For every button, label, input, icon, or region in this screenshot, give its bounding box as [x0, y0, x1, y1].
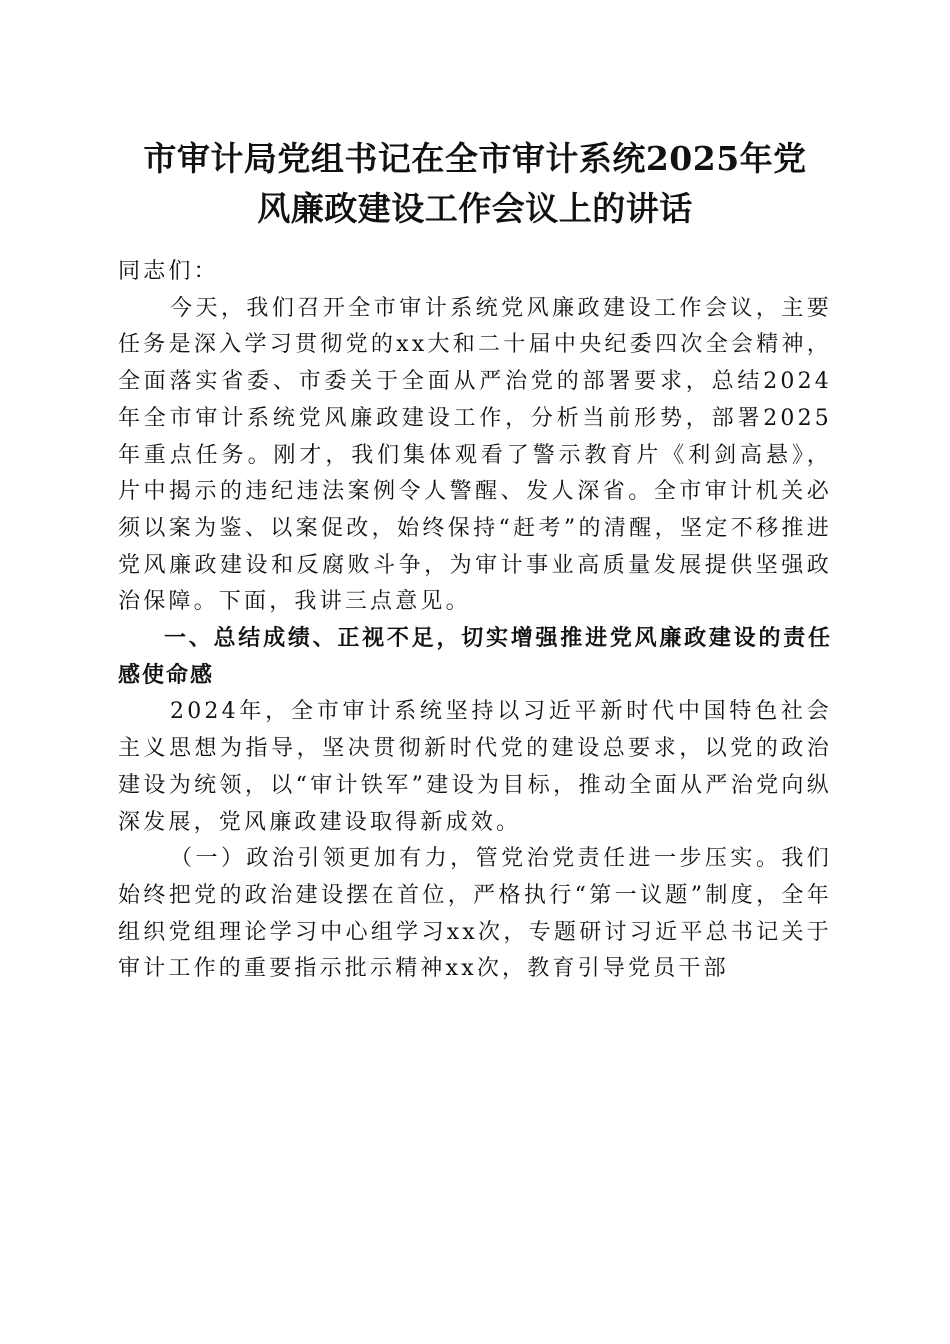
title-line-1: 市审计局党组书记在全市审计系统2025年党: [143, 139, 807, 178]
document-title: [108, 134, 842, 234]
paragraph-intro: 今天，我们召开全市审计系统党风廉政建设工作会议，主要任务是深入学习贯彻党的xx大和二十届中央纪委四次全会精神，全面落实省委、市委关于全面从严治党的部署要求，总结2024年全市审计系统党风廉政建设工作，分析当前形势，部署2025年重点任务。刚才，我们集体观看了警示教育片《利剑高悬》，片中揭示的违纪违法案例令人警醒、发人深省。全市审计机关必须以案为鉴、以案促改，始终保持“赶考”的清醒，坚定不移推进党风廉政建设和反腐败斗争，为审计事业高质量发展提供坚强政治保障。下面，我讲三点意见。: [118, 295, 832, 615]
sub-section-lead-1: （一）政治引领更加有力，管党治党责任进一步压实。: [170, 846, 782, 872]
sub-section-body-1: 我们始终把党的政治建设摆在首位，严格执行“第一议题”制度，全年组织党组理论学习中心组学习xx次，专题研讨习近平总书记关于审计工作的重要指示批示精神xx次，教育引导党员干部: [118, 846, 832, 982]
document-body: [118, 254, 832, 988]
title-line-2: 风廉政建设工作会议上的讲话: [257, 189, 693, 228]
document-page: [118, 0, 832, 1344]
section-heading-1: 一、总结成绩、正视不足，切实增强推进党风廉政建设的责任感使命感: [118, 626, 832, 688]
paragraph-sub-1: [118, 841, 832, 988]
paragraph-summary: 2024年，全市审计系统坚持以习近平新时代中国特色社会主义思想为指导，坚决贯彻新时代党的建设总要求，以党的政治建设为统领，以“审计铁军”建设为目标，推动全面从严治党向纵深发展，党风廉政建设取得新成效。: [118, 699, 832, 835]
salutation: 同志们：: [118, 259, 219, 284]
